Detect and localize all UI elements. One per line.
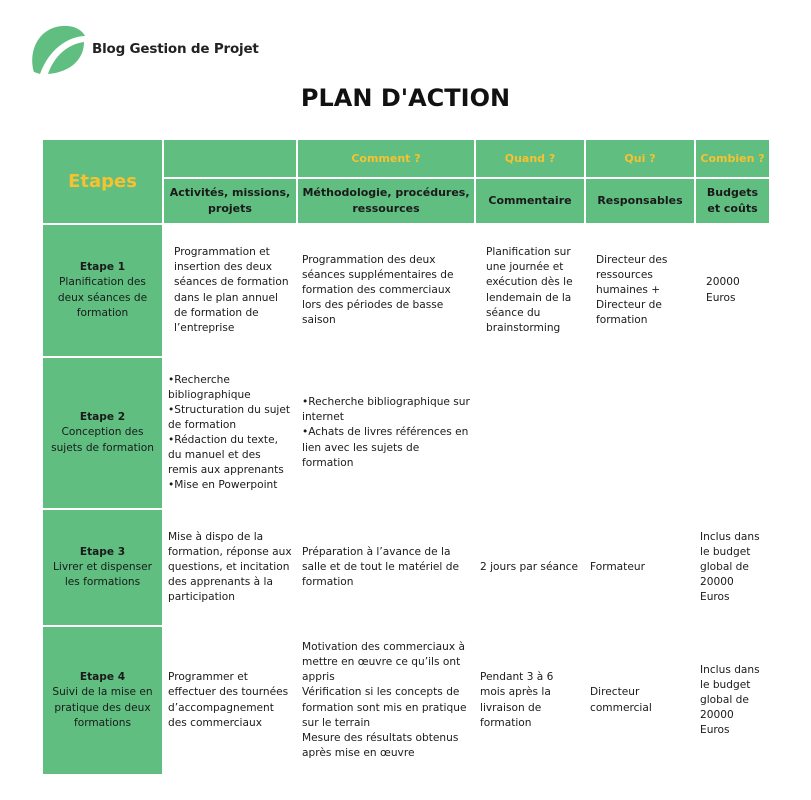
- method-item: Vérification si les concepts de formation sont mis en pratique sur le terrain: [302, 686, 467, 729]
- stage-cell: [42, 357, 163, 509]
- budgets-cell: Inclus dans le budget global de 20000 Euros: [695, 626, 770, 775]
- stage-name: Etape 2: [79, 411, 126, 424]
- activity-item: •Structuration du sujet de formation: [168, 403, 291, 431]
- method-item: Programmation des deux séances supplémentaires de formation des commerciaux lors des périodes de basse saison: [302, 253, 454, 327]
- responsables-cell: Directeur commercial: [585, 626, 695, 775]
- responsables-cell: Formateur: [585, 509, 695, 626]
- stage-cell: [42, 224, 163, 357]
- stage-name: Etape 4: [79, 671, 126, 684]
- stage-description: Livrer et dispenser les formations: [52, 560, 153, 589]
- methodologie-cell: [297, 626, 475, 775]
- commentaire-cell: Pendant 3 à 6 mois après la livraison de formation: [475, 626, 585, 775]
- activity-item: •Recherche bibliographique: [168, 373, 251, 401]
- method-item: •Achats de livres références en lien avec les sujets de formation: [302, 426, 469, 469]
- activites-cell: [163, 224, 297, 357]
- qui-header: Qui ?: [585, 139, 695, 178]
- stage-cell: [42, 509, 163, 626]
- stage-description: Conception des sujets de formation: [51, 426, 154, 454]
- quand-header: Quand ?: [475, 139, 585, 178]
- table-row: [42, 224, 770, 357]
- responsables-cell: [585, 357, 695, 509]
- activity-item: •Rédaction du texte, du manuel et des remis aux apprenants: [168, 434, 284, 477]
- leaf-logo-icon: [28, 22, 86, 76]
- activity-item: Programmation et insertion des deux séances de formation dans le plan annuel de formation de l’entreprise: [174, 246, 289, 334]
- stage-description: Suivi de la mise en pratique des deux formations: [52, 686, 153, 729]
- budgets-cell: Inclus dans le budget global de 20000 Euros: [695, 509, 770, 626]
- table-row: [42, 509, 770, 626]
- method-item: Motivation des commerciaux à mettre en œuvre ce qu’ils ont appris: [302, 641, 465, 684]
- methodologie-cell: [297, 224, 475, 357]
- stage-name: Etape 1: [79, 261, 126, 274]
- comment-header: Comment ?: [297, 139, 475, 178]
- logo-text: Blog Gestion de Projet: [92, 41, 259, 57]
- responsables-cell: Directeur des ressources humaines + Directeur de formation: [585, 224, 695, 357]
- budgets-header: Budgets et coûts: [695, 178, 770, 224]
- method-item: •Recherche bibliographique sur internet: [302, 396, 470, 424]
- stage-name: Etape 3: [79, 545, 126, 558]
- stage-cell: [42, 626, 163, 775]
- budgets-cell: 20000 Euros: [695, 224, 770, 357]
- action-plan-table: [41, 138, 771, 776]
- activites-cell: [163, 509, 297, 626]
- method-item: Mesure des résultats obtenus après mise en œuvre: [302, 731, 459, 759]
- etapes-header: Etapes: [42, 139, 163, 224]
- commentaire-header: Commentaire: [475, 178, 585, 224]
- stage-description: Planification des deux séances de formation: [57, 276, 148, 319]
- activity-item: Programmer et effectuer des tournées d’accompagnement des commerciaux: [168, 671, 289, 729]
- table-row: [42, 626, 770, 775]
- activites-cell: [163, 626, 297, 775]
- commentaire-cell: 2 jours par séance: [475, 509, 585, 626]
- methodologie-header: Méthodologie, procédures, ressources: [297, 178, 475, 224]
- responsables-header: Responsables: [585, 178, 695, 224]
- methodologie-cell: [297, 509, 475, 626]
- activity-item: Mise à dispo de la formation, réponse aux questions, et incitation des apprenants à la participation: [168, 530, 292, 604]
- methodologie-cell: [297, 357, 475, 509]
- commentaire-cell: [475, 357, 585, 509]
- method-item: Préparation à l’avance de la salle et de tout le matériel de formation: [302, 545, 459, 589]
- budgets-cell: [695, 357, 770, 509]
- combien-header: Combien ?: [695, 139, 770, 178]
- commentaire-cell: Planification sur une journée et exécution dès le lendemain de la séance du brainstorming: [475, 224, 585, 357]
- activites-header: Activités, missions, projets: [163, 178, 297, 224]
- activity-item: •Mise en Powerpoint: [168, 479, 278, 492]
- blog-logo[interactable]: [28, 22, 259, 76]
- table-row: [42, 357, 770, 509]
- blank-header-cell: [163, 139, 297, 178]
- page-title: PLAN D'ACTION: [300, 84, 511, 112]
- activites-cell: [163, 357, 297, 509]
